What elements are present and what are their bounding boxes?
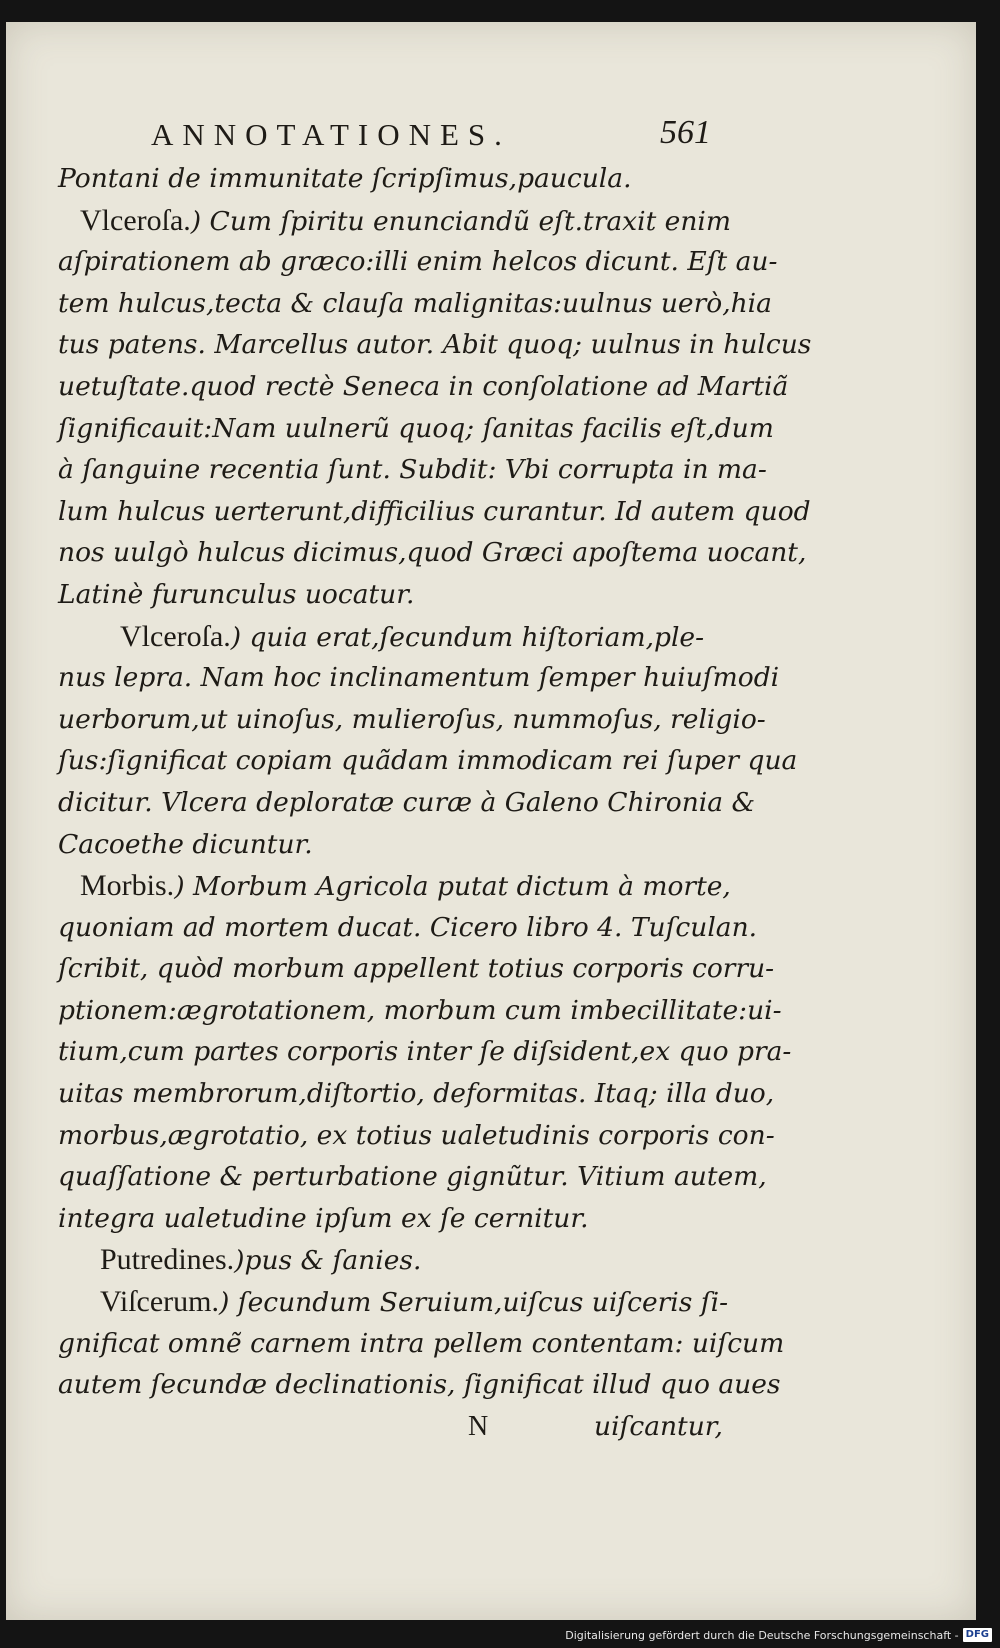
text-line — [58, 1198, 738, 1240]
line-text: à ſanguine recentia ſunt. Subdit: Vbi corrupta in ma- — [58, 454, 767, 486]
line-text: tem hulcus,tecta & clauſa malignitas:uulnus uerò,hia — [58, 287, 772, 319]
text-line — [58, 824, 738, 866]
line-text: uitas membrorum,diſtortio, deformitas. Itaq; illa duo, — [58, 1078, 775, 1110]
text-line — [58, 1156, 767, 1198]
text-line — [58, 200, 738, 242]
text-line — [58, 1073, 775, 1115]
line-text: morbus,ægrotatio, ex totius ualetudinis corporis con- — [58, 1119, 775, 1151]
text-line — [58, 616, 738, 658]
text-line — [58, 532, 807, 574]
text-line — [58, 158, 738, 200]
lemma-word: Viſcerum. — [100, 1285, 219, 1319]
text-line — [58, 449, 767, 491]
text-line — [58, 948, 775, 990]
text-line — [58, 657, 780, 699]
line-text: gnificat omnẽ carnem intra pellem contentam: uiſcum — [58, 1327, 785, 1359]
page-text-block — [58, 114, 812, 1447]
text-line — [58, 782, 756, 824]
signature-line — [58, 1406, 738, 1448]
line-text: nos uulgò hulcus dicimus,quod Græci apoſtema uocant, — [58, 537, 807, 569]
text-line — [58, 574, 738, 616]
line-text: autem ſecundæ declinationis, ſignificat illud quo aues — [58, 1369, 781, 1401]
lemma-word: Putredines. — [100, 1243, 235, 1277]
line-text: ſcribit, quòd morbum appellent totius corporis corru- — [58, 953, 775, 985]
running-title: ANNOTATIONES. — [151, 117, 511, 152]
text-line — [58, 283, 772, 325]
text-line — [58, 408, 774, 450]
line-text: aſpirationem ab græco:illi enim helcos dicunt. Eſt au- — [58, 246, 778, 278]
text-line — [58, 865, 738, 907]
line-text: lum hulcus uerterunt,difficilius curantur. Id autem quod — [58, 495, 811, 527]
line-text: quoniam ad mortem ducat. Cicero libro 4. Tuſculan. — [58, 911, 758, 943]
line-text: ſus:ſignificat copiam quãdam immodicam rei ſuper qua — [58, 745, 798, 777]
lemma-word: Vlceroſa. — [120, 619, 231, 653]
text-line — [58, 699, 766, 741]
line-text: integra ualetudine ipſum ex ſe cernitur. — [58, 1202, 589, 1234]
line-text: Pontani de immunitate ſcripſimus,paucula. — [58, 163, 632, 194]
lemma-word: Vlceroſa. — [80, 203, 191, 237]
page-number: 561 — [660, 114, 711, 151]
text-line — [58, 1281, 738, 1323]
line-text: Cacoethe dicuntur. — [58, 828, 313, 860]
line-text: tium,cum partes corporis inter ſe diſsident,ex quo pra- — [58, 1036, 792, 1068]
text-line — [58, 1031, 792, 1073]
text-line — [58, 324, 812, 366]
text-line — [58, 740, 798, 782]
line-text: nus lepra. Nam hoc inclinamentum ſemper huiuſmodi — [58, 662, 780, 694]
line-text: Latinè furunculus uocatur. — [58, 578, 415, 610]
text-line — [58, 1115, 775, 1157]
line-text: ) ſecundum Seruium,uiſcus uiſceris ſi- — [219, 1287, 729, 1319]
line-text: )pus & ſanies. — [234, 1245, 422, 1277]
line-text: ) Morbum Agricola putat dictum à morte, — [174, 871, 731, 903]
text-line — [58, 1239, 738, 1281]
text-line — [58, 1364, 781, 1406]
signature-mark: N — [468, 1410, 489, 1442]
text-line — [58, 241, 778, 283]
running-header — [58, 114, 738, 158]
text-line — [58, 491, 811, 533]
line-text: dicitur. Vlcera deploratæ curæ à Galeno Chironia & — [58, 786, 756, 818]
line-text: tus patens. Marcellus autor. Abit quoq; uulnus in hulcus — [58, 329, 812, 361]
line-text: ptionem:ægrotationem, morbum cum imbecillitate:ui- — [58, 994, 782, 1026]
digitization-footer — [565, 1624, 992, 1646]
dfg-logo-icon: DFG — [963, 1628, 992, 1642]
body-text — [58, 158, 812, 1406]
footer-credit: Digitalisierung gefördert durch die Deutsche Forschungsgemeinschaft - — [565, 1628, 959, 1642]
line-text: uerborum,ut uinoſus, mulieroſus, nummoſus, religio- — [58, 703, 766, 735]
lemma-word: Morbis. — [80, 869, 175, 903]
line-text: ſignificauit:Nam uulnerũ quoq; ſanitas facilis eſt,dum — [58, 412, 774, 444]
text-line — [58, 366, 789, 408]
line-text: quaſſatione & perturbatione gignũtur. Vitium autem, — [58, 1161, 767, 1193]
catchword: uiſcantur, — [594, 1410, 723, 1442]
line-text: ) Cum ſpiritu enunciandũ eſt.traxit enim — [190, 205, 732, 237]
text-line — [58, 907, 758, 949]
text-line — [58, 990, 782, 1032]
line-text: uetuſtate.quod rectè Seneca in conſolatione ad Martiã — [58, 370, 789, 402]
line-text: ) quia erat,ſecundum hiſtoriam,ple- — [230, 621, 705, 653]
text-line — [58, 1323, 785, 1365]
book-page — [6, 22, 976, 1620]
